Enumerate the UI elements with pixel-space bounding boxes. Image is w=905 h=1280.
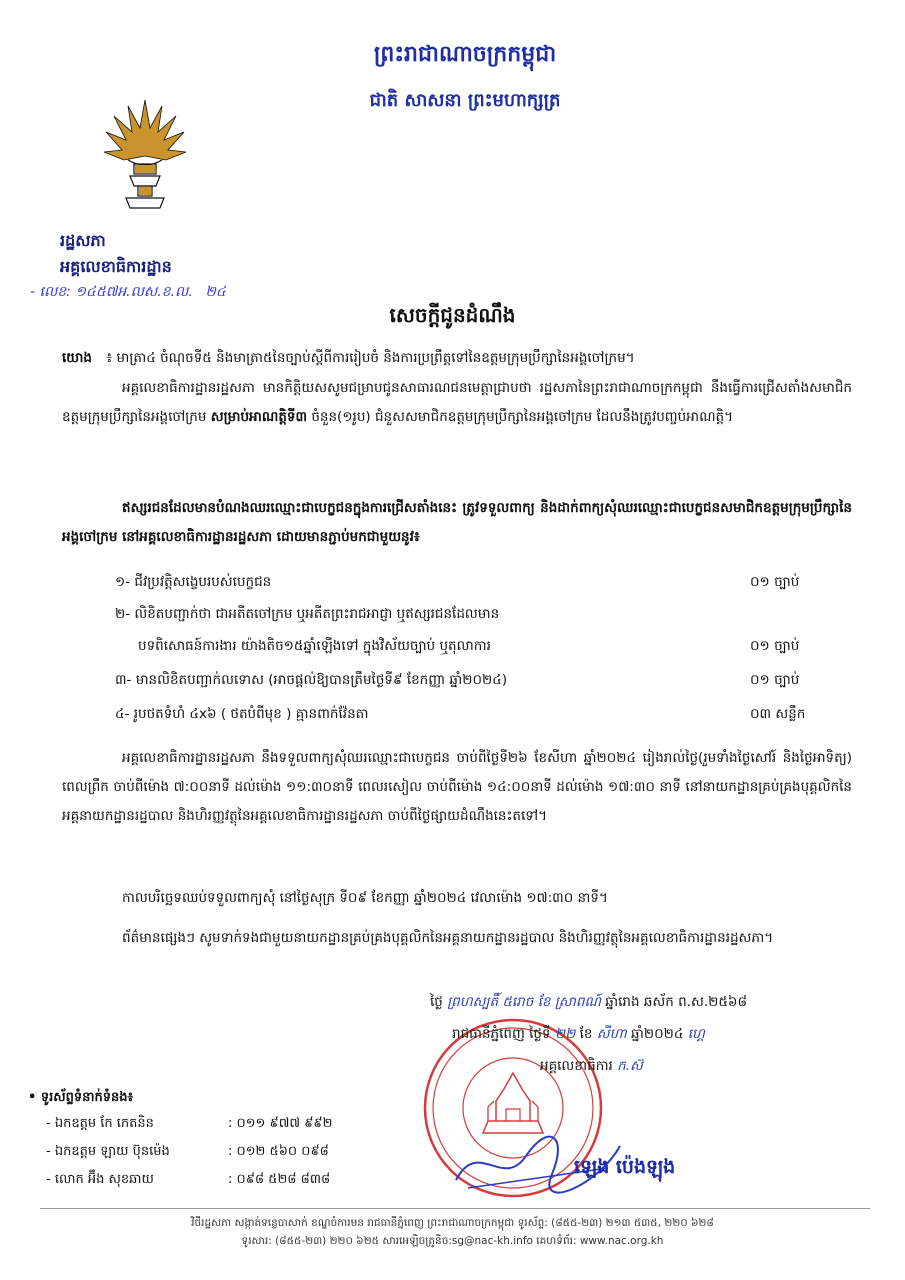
solar-date-line [452,1020,705,1048]
signatory-position: អគ្គលេខាធិការ [540,1058,613,1074]
requirement-item-2-continued [138,632,838,660]
requirement-label: ១- ជីវប្រវត្តិសង្ខេបរបស់បេក្ខជន [115,574,272,590]
contact-name: - ឯកឧត្ដម កែ កេតនិន [46,1116,154,1131]
paragraph-eligibility: ឥស្សរជនដែលមានបំណងឈរឈ្មោះជាបេក្ខជនក្នុងការជ្រើសតាំងនេះ ត្រូវទទួលពាក្យ និងដាក់ពាក្យសុំឈរឈ្មោះជាបេក្ខជនសមាជិកឧត្ដមក្រុមប្រឹក្សានៃអង្គចៅក្រម នៅអគ្គលេខាធិការដ្ឋានរដ្ឋសភា ដោយមានភ្ជាប់មកជាមួយនូវ៖ [62,500,852,545]
notice-title: សេចក្ដីជូនដំណឹង [389,303,516,327]
parliament-emblem-icon [100,98,190,216]
place-date-prefix: រាជធានីភ្នំពេញ ថ្ងៃទី [452,1026,551,1042]
national-motto: ជាតិ សាសនា ព្រះមហាក្សត្រ [369,90,561,111]
contact-heading [28,1085,170,1111]
contact-list [28,1085,333,1195]
lunar-prefix: ថ្ងៃ [430,994,443,1010]
day-handwritten: ២២ [554,1026,576,1042]
contact-row [28,1139,329,1167]
month-handwritten: សីហា [596,1026,627,1042]
contact-number[interactable]: : ០៩៨ ៥២៨ ៨៣៨ [228,1172,331,1187]
requirement-label: ៣- មានលិខិតបញ្ជាក់លទោស (អាចផ្ដល់ឱ្យបានត្រឹមថ្ងៃទី៩ ខែកញ្ញា ឆ្នាំ២០២៤) [115,672,508,688]
requirement-item-3 [115,666,815,694]
paragraph-contact-info: ព័ត៌មានផ្សេងៗ សូមទាក់ទងជាមួយនាយកដ្ឋានគ្រប់គ្រងបុគ្គលិកនៃអគ្គនាយកដ្ឋានរដ្ឋបាល និងហិរញ្ញវត្ថុនៃអគ្គលេខាធិការដ្ឋានរដ្ឋសភា។ [122,930,774,946]
reference-note: ២៤ [205,284,226,300]
contact-heading-text: ទូរស័ព្ទទំនាក់ទំនង៖ [40,1090,134,1105]
requirement-qty: ០៣ សន្លឹក [750,706,806,722]
lunar-date-line [430,988,747,1016]
requirement-label: ៤- រូបថតទំហំ ៤x៦ ( ថតបំពីមុខ ) គ្មានពាក់វ៉ែនតា [115,706,369,722]
kingdom-heading: ព្រះរាជាណាចក្រកម្ពុជា [373,42,557,67]
contact-name: - លោក អ៊ឹង សុខឆាយ [46,1172,154,1187]
paragraph-announcement-tail: ចំនួន(១រូប) ជំនួសសមាជិកឧត្ដមក្រុមប្រឹក្សានៃអង្គចៅក្រម ដែលនឹងត្រូវបញ្ចប់អាណត្តិ។ [311,409,734,425]
position-line [540,1052,643,1080]
lunar-suffix: ឆ្នាំរោង ឆស័ក ព.ស.២៥៦៨ [605,994,748,1010]
contact-row [28,1167,331,1195]
reference-text: - លេខ: ១៤៥៧អ.លស.ខ.ល. [30,284,193,300]
mandate-emphasis: សម្រាប់អាណត្តិទី៣ [210,409,308,425]
reference-number [30,282,226,303]
month-prefix: ខែ [579,1026,593,1042]
department-name: អគ្គលេខាធិការដ្ឋាន [60,257,172,276]
ministry-name: រដ្ឋសភា [60,231,106,250]
lunar-handwritten: ព្រហស្បតិ៍ ៥រោច ខែ ស្រាពណ៍ [447,994,601,1010]
paragraph-schedule: អគ្គលេខាធិការដ្ឋានរដ្ឋសភា នឹងទទួលពាក្យសុំឈរឈ្មោះជាបេក្ខជន ចាប់ពីថ្ងៃទី២៦ ខែសីហា ឆ្នាំ២០២៤ រៀងរាល់ថ្ងៃ(រួមទាំងថ្ងៃសៅរ៍ និងថ្ងៃអាទិត្យ) ពេលព្រឹក ចាប់ពីម៉ោង ៧:០០នាទី ដល់ម៉ោង ១១:៣០នាទី ពេលរសៀល ចាប់ពីម៉ោង ១៤:០០នាទី ដល់ម៉ោង ១៧:៣០ នាទី នៅនាយកដ្ឋានគ្រប់គ្រងបុគ្គលិកនៃអគ្គនាយកដ្ឋានរដ្ឋបាល និងហិរញ្ញវត្ថុនៃអគ្គលេខាធិការដ្ឋានរដ្ឋសភា ចាប់ពីថ្ងៃផ្សាយដំណឹងនេះតទៅ។ [62,750,852,824]
basis-line [62,344,852,373]
issuer-block [60,228,172,280]
contact-name: - ឯកឧត្ដម ឡាយ ប៊ុនម៉េង [46,1144,170,1159]
footer-line-1: វិថីរដ្ឋសភា សង្កាត់ទន្លេបាសាក់ ខណ្ឌចំការមន រាជធានីភ្នំពេញ ព្រះរាជាណាចក្រកម្ពុជា ទូរស័ព្ទ: (៨៥៥-២៣) ២១៣ ៥៣៥, ២២០ ៦២៨ [191,1217,714,1229]
footer-address [0,1214,905,1250]
bullet-icon: • [28,1090,37,1105]
contact-number[interactable]: : ០១២ ៥៦០ ០៩៨ [228,1144,329,1159]
requirement-label: ២- លិខិតបញ្ជាក់ថា ជាអតីតចៅក្រម ឬអតីតព្រះរាជអាជ្ញា ឬឥស្សរជនដែលមាន [115,606,500,622]
paragraph-announcement [62,374,852,432]
basis-text: ៖ មាត្រា៤ ចំណុចទី៥ និងមាត្រា៥នៃច្បាប់ស្ដីពីការរៀបចំ និងការប្រព្រឹត្តទៅនៃឧត្ដមក្រុមប្រឹក្សានៃអង្គចៅក្រម។ [106,350,635,366]
paragraph-deadline: កាលបរិច្ឆេទឈប់ទទួលពាក្យសុំ នៅថ្ងៃសុក្រ ទី០៩ ខែកញ្ញា ឆ្នាំ២០២៤ វេលាម៉ោង ១៧:៣០ នាទី។ [122,890,608,906]
contact-row [28,1111,333,1139]
requirement-qty: ០១ ច្បាប់ [750,638,800,654]
requirement-qty: ០១ ច្បាប់ [750,574,800,590]
basis-label: យោង [62,350,92,366]
requirement-qty: ០១ ច្បាប់ [750,672,800,688]
date-sign-mark: ហ្គេ [687,1026,705,1042]
paragraph-announcement-text: អគ្គលេខាធិការដ្ឋានរដ្ឋសភា មានកិត្តិយសសូមជម្រាបជូនសាធារណជនមេត្តាជ្រាបថា រដ្ឋសភានៃព្រះរាជាណាចក្រកម្ពុជា នឹងធ្វើការជ្រើសតាំងសមាជិកឧត្ដមក្រុមប្រឹក្សានៃអង្គចៅក្រម [62,380,852,425]
position-mark: ក.ស៊ [617,1058,643,1074]
footer-line-2: ទូរសារ: (៨៥៥-២៣) ២២០ ៦២៥ សារអេឡិចត្រូនិច:sg@nac-kh.info គេហទំព័រ: www.nac.org.kh [241,1235,664,1247]
footer-divider [40,1208,870,1209]
requirement-label-cont: បទពិសោធន៍ការងារ យ៉ាងតិច១៥ឆ្នាំឡើងទៅ ក្នុងវិស័យច្បាប់ ឬតុលាការ [138,638,491,654]
requirement-item-4 [115,700,815,728]
requirement-item-2 [115,600,815,628]
contact-number[interactable]: : ០១១ ៩៧៧ ៩៩២ [228,1116,333,1131]
requirement-item-1 [115,568,815,596]
signatory-name: ឡេង ប៉េងឡុង [574,1156,676,1178]
date-year: ឆ្នាំ២០២៤ [631,1026,684,1042]
